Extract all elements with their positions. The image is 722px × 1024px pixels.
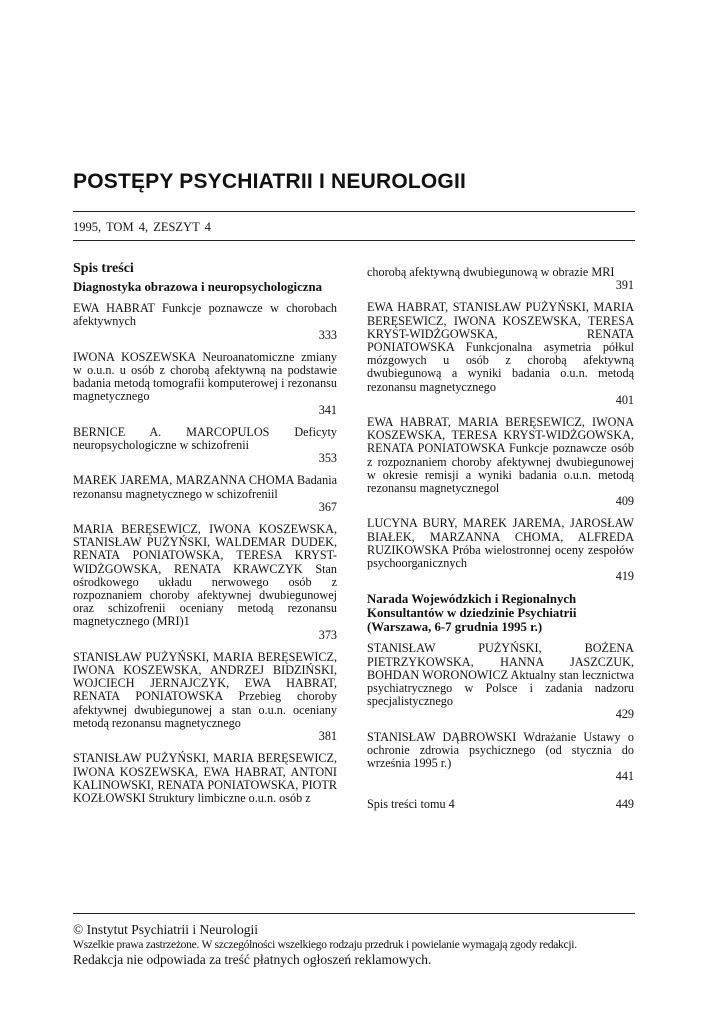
volume-index-entry [367, 798, 634, 811]
toc-entry [73, 474, 337, 514]
toc-entry [73, 302, 337, 342]
issue-line: 1995, TOM 4, ZESZYT 4 [73, 220, 211, 234]
entry-page-number: 449 [615, 796, 634, 811]
entry-page-number: 341 [318, 402, 337, 417]
advertising-disclaimer: Redakcja nie odpowiada za treść płatnych ogłoszeń reklamowych. [73, 952, 432, 967]
entry-text: Spis treści tomu 4 [367, 796, 455, 811]
toc-heading: Spis treści [73, 261, 134, 276]
toc-entry [367, 642, 634, 721]
entry-text: EWA HABRAT, MARIA BERĘSEWICZ, IWONA KOSZEWSKA, TERESA KRYST-WIDŻGOWSKA, RENATA PONIATOWSKA Funkcje poznawcze osób z rozpoznaniem choroby afektywnej dwubiegunowej w okresie remisji a wyniki badania o.u.n. metodą rezonansu magnetycznegol [367, 415, 634, 496]
copyright-notice: © Instytut Psychiatrii i Neurologii [73, 922, 258, 937]
toc-entry [73, 752, 337, 805]
journal-title: POSTĘPY PSYCHIATRII I NEUROLOGII [73, 170, 467, 193]
entry-page-number: 409 [615, 494, 634, 509]
toc-entry-continuation [367, 266, 634, 292]
entry-page-number: 441 [615, 769, 634, 784]
entry-text: LUCYNA BURY, MAREK JAREMA, JAROSŁAW BIAŁEK, MARZANNA CHOMA, ALFREDA RUZIKOWSKA Próba wielostronnej oceny zespołów psychoorganicznych [367, 516, 634, 571]
entry-text: EWA HABRAT Funkcje poznawcze w chorobach afektywnych [73, 301, 337, 329]
footer-rule [73, 913, 635, 914]
toc-entry [367, 416, 634, 508]
entry-page-number: 373 [318, 627, 337, 642]
entry-page-number: 381 [318, 729, 337, 744]
section-heading-consultants: Narada Wojewódzkich i Regionalnych Konsultantów w dziedzinie Psychiatrii (Warszawa, 6-7 grudnia 1995 r.) [367, 592, 577, 635]
entry-text: MARIA BERĘSEWICZ, IWONA KOSZEWSKA, STANISŁAW PUŻYŃSKI, WALDEMAR DUDEK, RENATA PONIATOWSKA, TERESA KRYST-WIDŻGOWSKA, RENATA KRAWCZYK Stan ośrodkowego układu nerwowego osób z rozpoznaniem choroby afektywnej dwubiegunowej oraz schizofrenii oceniany metodą rezonansu magnetycznego (MRI)1 [73, 522, 337, 629]
entry-page-number: 333 [318, 327, 337, 342]
entry-page-number: 367 [318, 499, 337, 514]
entry-page-number: 419 [615, 569, 634, 584]
toc-entry [73, 351, 337, 417]
issue-rule [73, 240, 635, 241]
entry-text: BERNICE A. MARCOPULOS Deficyty neuropsychologiczne w schizofrenii [73, 424, 337, 453]
toc-entry [367, 301, 634, 407]
toc-entry [73, 426, 337, 466]
toc-entry [73, 523, 337, 642]
entry-text: STANISŁAW PUŻYŃSKI, MARIA BERĘSEWICZ, IWONA KOSZEWSKA, ANDRZEJ BIDZIŃSKI, WOJCIECH JERNAJCZYK, EWA HABRAT, RENATA PONIATOWSKA Przebieg choroby afektywnej dwubiegunowej a stan o.u.n. oceniany metodą rezonansu magnetycznego [73, 649, 337, 730]
top-rule [73, 211, 635, 212]
entry-text: STANISŁAW PUŻYŃSKI, BOŻENA PIETRZYKOWSKA, HANNA JASZCZUK, BOHDAN WORONOWICZ Aktualny stan lecznictwa psychiatrycznego w Polsce i zadania nadzoru specjalistycznego [367, 641, 634, 709]
entry-text: chorobą afektywną dwubiegunową w obrazie MRI [367, 265, 615, 279]
entry-page-number: 353 [318, 451, 337, 466]
entry-text: STANISŁAW DĄBROWSKI Wdrażanie Ustawy o ochronie zdrowia psychicznego (od stycznia do września 1995 r.) [367, 729, 634, 771]
entry-text: IWONA KOSZEWSKA Neuroanatomiczne zmiany w o.u.n. u osób z chorobą afektywną na podstawie badania metodą tomografii komputerowej i rezonansu magnetycznego [73, 349, 337, 404]
toc-entry [367, 731, 634, 784]
entry-page-number: 391 [615, 278, 634, 293]
entry-page-number: 401 [615, 392, 634, 407]
section-heading-diagnostics: Diagnostyka obrazowa i neuropsychologiczna [73, 280, 322, 295]
left-column [73, 262, 337, 814]
rights-notice: Wszelkie prawa zastrzeżone. W szczególności wszelkiego rodzaju przedruk i powielanie wymagają zgody redakcji. [73, 938, 577, 951]
right-column [367, 262, 634, 820]
entry-page-number: 429 [615, 707, 634, 722]
entry-text: EWA HABRAT, STANISŁAW PUŻYŃSKI, MARIA BERĘSEWICZ, IWONA KOSZEWSKA, TERESA KRYST-WIDŻGOWSKA, RENATA PONIATOWSKA Funkcjonalna asymetria półkul mózgowych u osób z chorobą afektywną dwubiegunową a wyniki badania o.u.n. metodą rezonansu magnetycznego [367, 300, 634, 394]
toc-entry [73, 651, 337, 743]
entry-text: STANISŁAW PUŻYŃSKI, MARIA BERĘSEWICZ, IWONA KOSZEWSKA, EWA HABRAT, ANTONI KALINOWSKI, RENATA PONIATOWSKA, PIOTR KOZŁOWSKI Struktury limbiczne o.u.n. osób z [73, 751, 337, 805]
entry-text: MAREK JAREMA, MARZANNA CHOMA Badania rezonansu magnetycznego w schizofreniil [73, 473, 337, 501]
footer [73, 922, 648, 967]
toc-entry [367, 517, 634, 583]
